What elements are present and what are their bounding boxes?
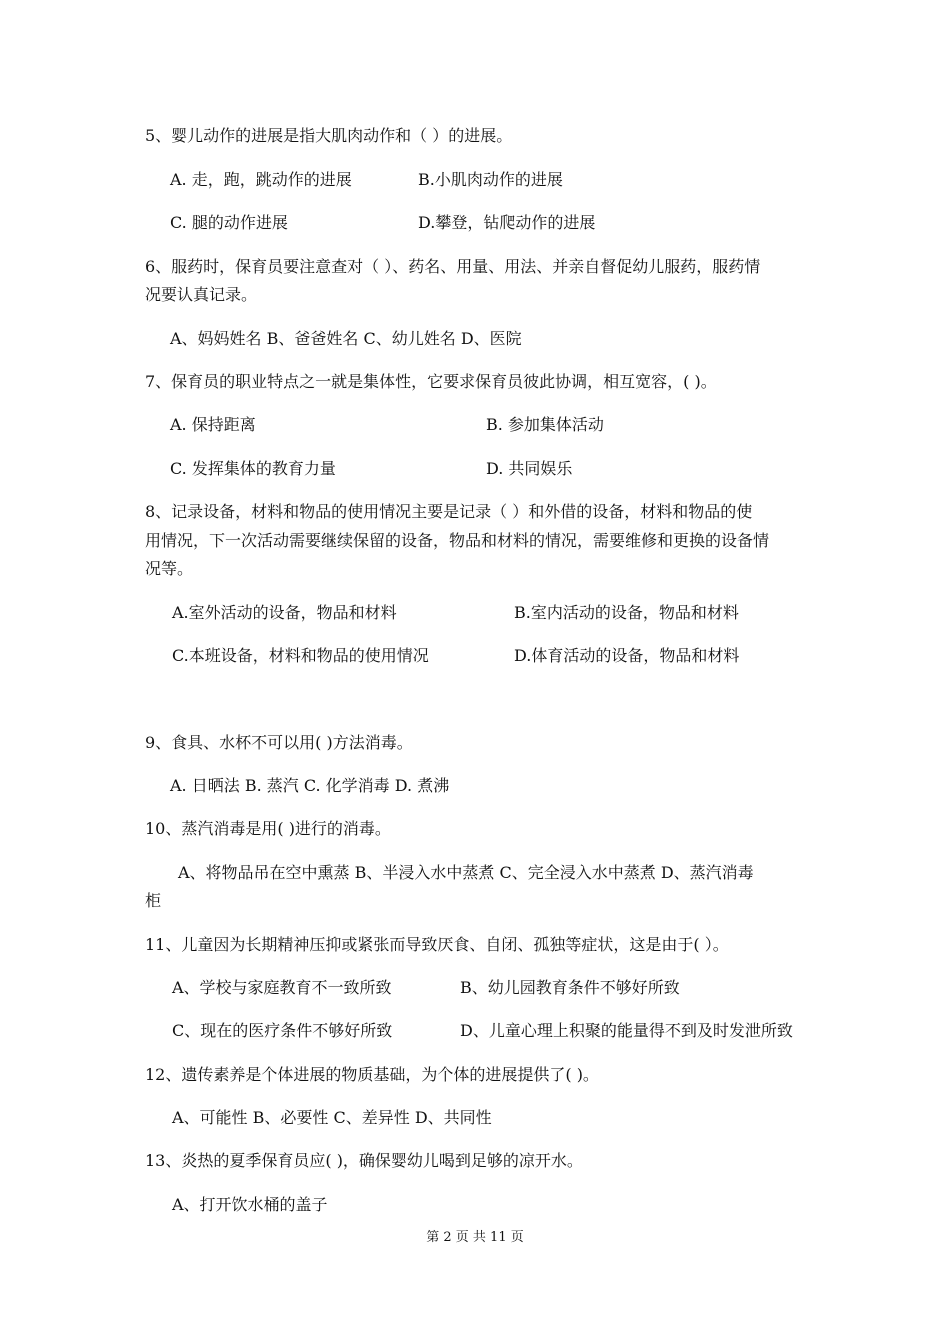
q8-option-a: A.室外活动的设备，物品和材料 (172, 603, 397, 622)
q11-option-b: B、幼儿园教育条件不够好所致 (460, 978, 680, 997)
q11-option-d: D、儿童心理上积聚的能量得不到及时发泄所致 (460, 1021, 793, 1040)
q8-stem-line3: 况等。 (145, 559, 194, 578)
q7-option-b: B. 参加集体活动 (486, 415, 604, 434)
q9-stem: 9、食具、水杯不可以用( )方法消毒。 (145, 733, 413, 752)
q5-option-c: C. 腿的动作进展 (170, 213, 288, 232)
q13-stem: 13、炎热的夏季保育员应( )，确保婴幼儿喝到足够的凉开水。 (145, 1151, 583, 1170)
q13-option-a: A、打开饮水桶的盖子 (172, 1195, 328, 1214)
q8-stem-line2: 用情况，下一次活动需要继续保留的设备，物品和材料的情况，需要维修和更换的设备情 (145, 531, 770, 550)
q7-option-d: D. 共同娱乐 (486, 459, 573, 478)
q10-stem: 10、蒸汽消毒是用( )进行的消毒。 (145, 819, 391, 838)
q6-stem-line2: 况要认真记录。 (145, 285, 258, 304)
q6-stem-line1: 6、服药时，保育员要注意查对（ ）、药名、用量、用法、并亲自督促幼儿服药，服药情 (145, 257, 761, 276)
q5-option-a: A. 走，跑，跳动作的进展 (170, 170, 352, 189)
q11-option-c: C、现在的医疗条件不够好所致 (172, 1021, 393, 1040)
q10-options-line2: 柜 (145, 891, 162, 910)
q12-stem: 12、遗传素养是个体进展的物质基础，为个体的进展提供了( )。 (145, 1065, 599, 1084)
q8-option-c: C.本班设备，材料和物品的使用情况 (172, 646, 429, 665)
q12-options: A、可能性 B、必要性 C、差异性 D、共同性 (172, 1108, 492, 1127)
q9-options: A. 日晒法 B. 蒸汽 C. 化学消毒 D. 煮沸 (170, 776, 450, 795)
q7-option-c: C. 发挥集体的教育力量 (170, 459, 336, 478)
q10-options-line1: A、将物品吊在空中熏蒸 B、半浸入水中蒸煮 C、完全浸入水中蒸煮 D、蒸汽消毒 (178, 863, 754, 882)
q5-stem: 5、婴儿动作的进展是指大肌肉动作和（ ）的进展。 (145, 126, 513, 145)
q11-stem: 11、儿童因为长期精神压抑或紧张而导致厌食、自闭、孤独等症状，这是由于( ）。 (145, 935, 729, 954)
q7-stem: 7、保育员的职业特点之一就是集体性，它要求保育员彼此协调，相互宽容，( )。 (145, 372, 717, 391)
q11-option-a: A、学校与家庭教育不一致所致 (172, 978, 392, 997)
page-number-footer: 第 2 页 共 11 页 (426, 1230, 524, 1245)
q5-option-b: B.小肌肉动作的进展 (418, 170, 563, 189)
q8-stem-line1: 8、记录设备，材料和物品的使用情况主要是记录（ ）和外借的设备，材料和物品的使 (145, 502, 753, 521)
q8-option-b: B.室内活动的设备，物品和材料 (514, 603, 739, 622)
q8-option-d: D.体育活动的设备，物品和材料 (514, 646, 740, 665)
q6-options: A、妈妈姓名 B、爸爸姓名 C、幼儿姓名 D、医院 (170, 329, 522, 348)
q7-option-a: A. 保持距离 (170, 415, 256, 434)
q5-option-d: D.攀登，钻爬动作的进展 (418, 213, 596, 232)
